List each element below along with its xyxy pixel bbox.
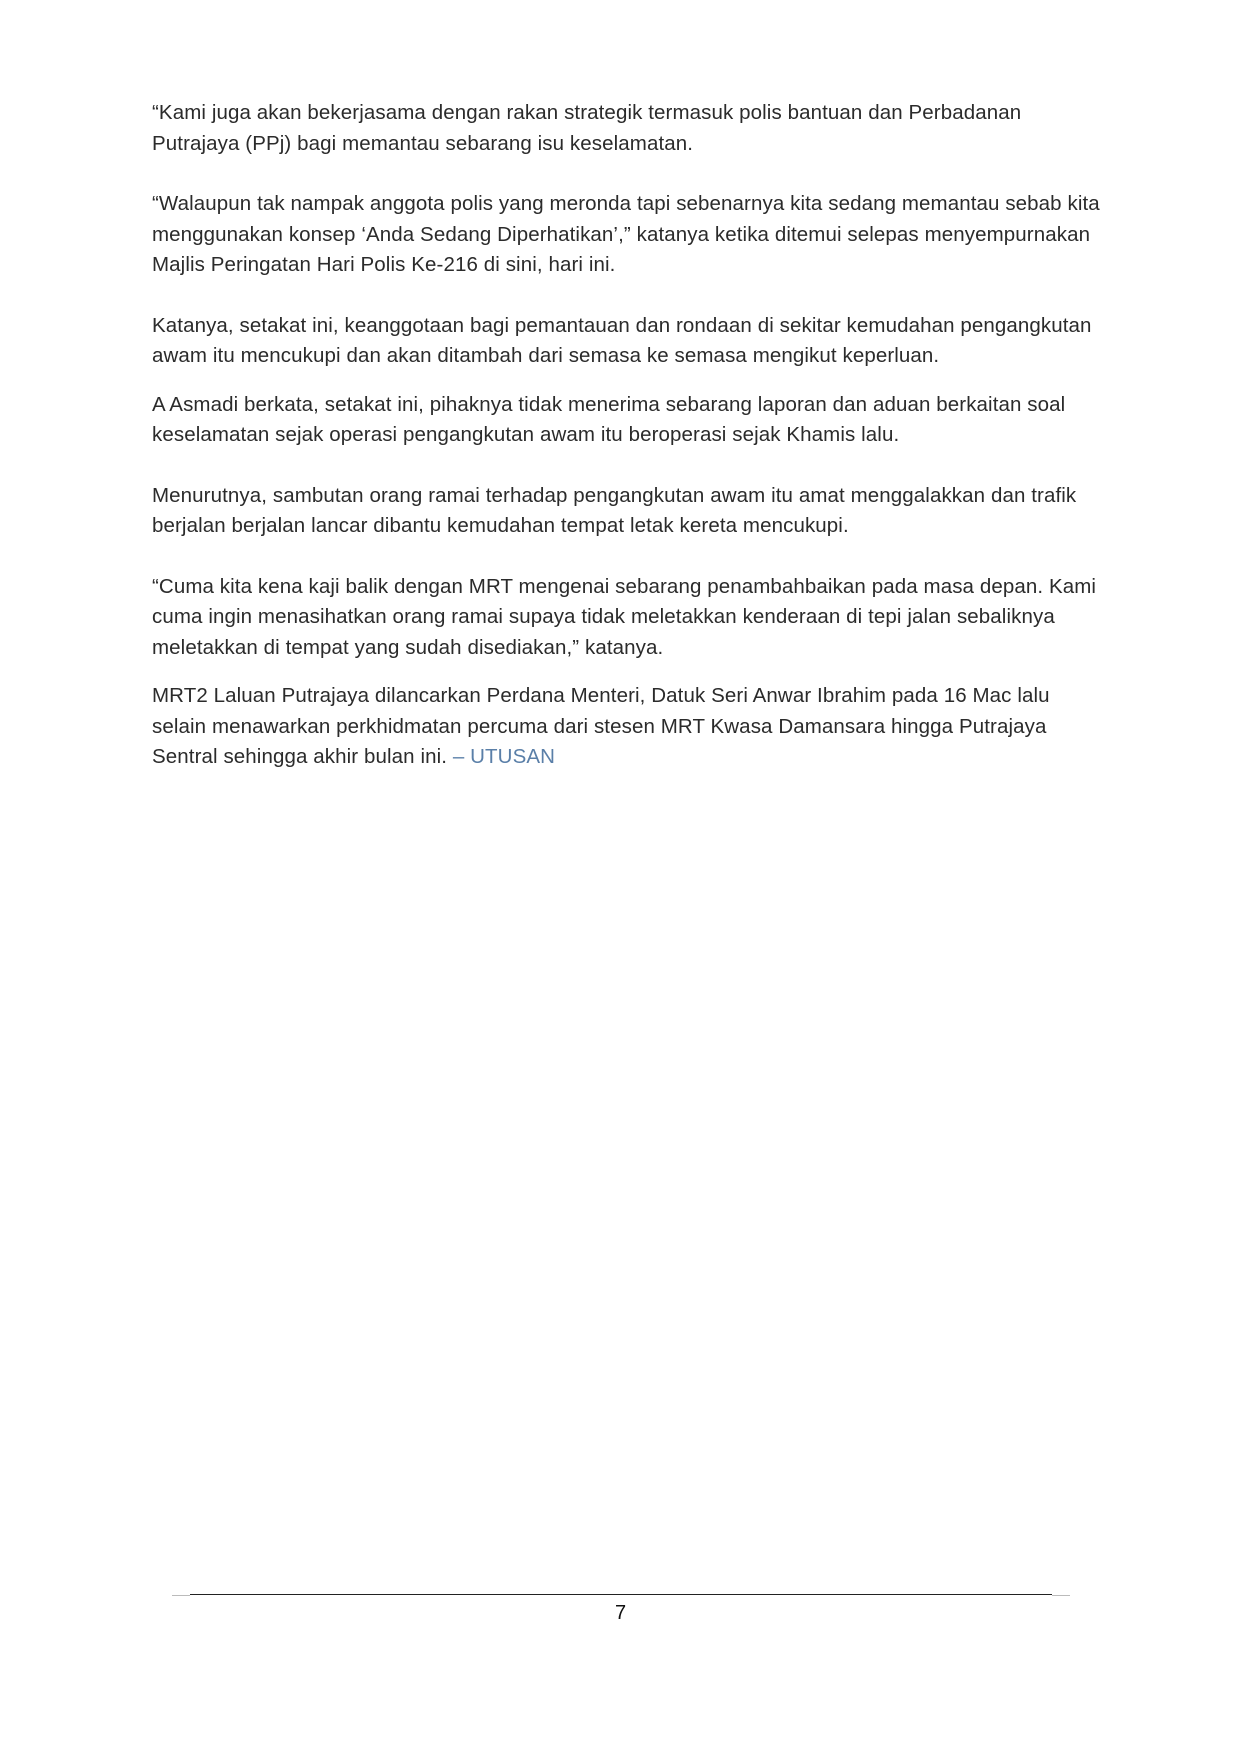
footer-rule: [190, 1594, 1052, 1595]
footer-rule-edge: [172, 1595, 190, 1596]
article-closing-paragraph: [152, 681, 1102, 773]
article-paragraph: “Cuma kita kena kaji balik dengan MRT mengenai sebarang penambahbaikan pada masa depan. Kami cuma ingin menasihatkan orang ramai supaya tidak meletakkan kenderaan di tepi jalan sebaliknya meletakkan di tempat yang sudah disediakan,” katanya.: [152, 574, 1097, 659]
source-credit-link[interactable]: – UTUSAN: [452, 745, 556, 768]
page-number: 7: [614, 1602, 627, 1624]
article-paragraph: “Kami juga akan bekerjasama dengan rakan strategik termasuk polis bantuan dan Perbadanan Putrajaya (PPj) bagi memantau sebarang isu keselamatan.: [152, 101, 1022, 155]
closing-text: MRT2 Laluan Putrajaya dilancarkan Perdana Menteri, Datuk Seri Anwar Ibrahim pada 16 Mac lalu selain menawarkan perkhidmatan percuma dari stesen MRT Kwasa Damansara hingga Putrajaya Sentral sehingga akhir bulan ini.: [152, 684, 1050, 768]
footer-rule-edge: [1052, 1595, 1070, 1596]
article-paragraph: “Walaupun tak nampak anggota polis yang meronda tapi sebenarnya kita sedang memantau sebab kita menggunakan konsep ‘Anda Sedang Diperhatikan’,” katanya ketika ditemui selepas menyempurnakan Majlis Peringatan Hari Polis Ke-216 di sini, hari ini.: [152, 192, 1100, 276]
article-body: [152, 98, 1102, 773]
article-paragraph: Menurutnya, sambutan orang ramai terhadap pengangkutan awam itu amat menggalakkan dan trafik berjalan berjalan lancar dibantu kemudahan tempat letak kereta mencukupi.: [152, 483, 1077, 537]
article-paragraph: Katanya, setakat ini, keanggotaan bagi pemantauan dan rondaan di sekitar kemudahan pengangkutan awam itu mencukupi dan akan ditambah dari semasa ke semasa mengikut keperluan.: [152, 313, 1092, 367]
article-paragraph: A Asmadi berkata, setakat ini, pihaknya tidak menerima sebarang laporan dan aduan berkaitan soal keselamatan sejak operasi pengangkutan awam itu beroperasi sejak Khamis lalu.: [152, 392, 1066, 446]
